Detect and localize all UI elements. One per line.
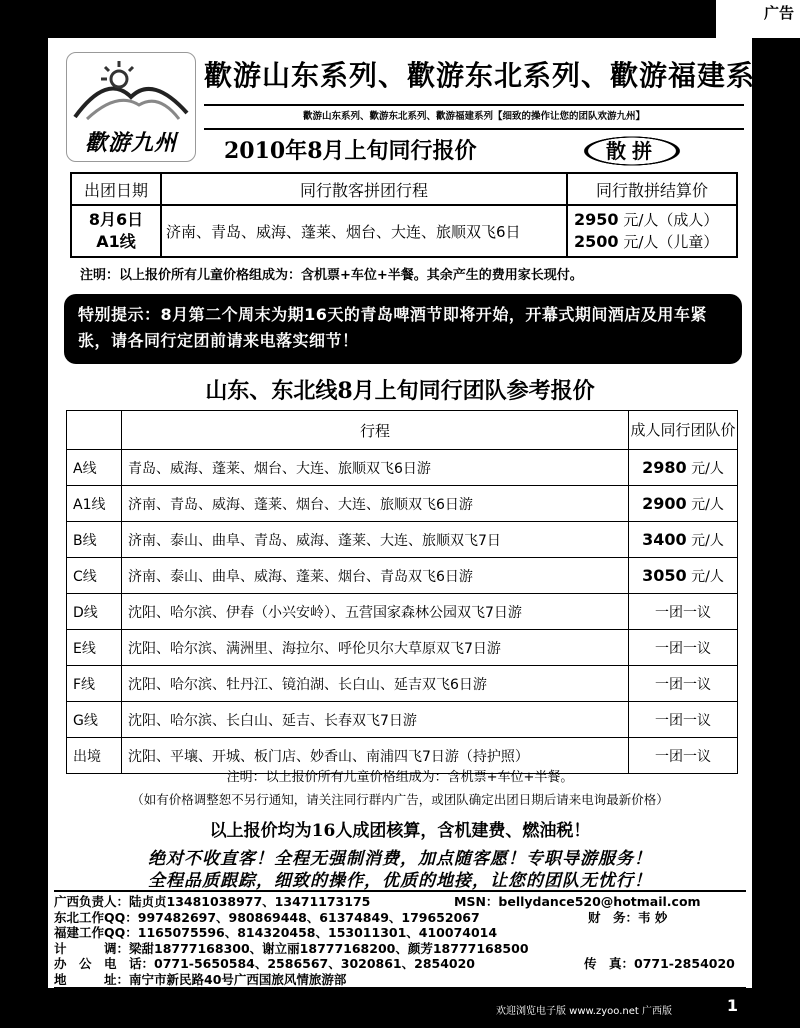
- table-header-row: [67, 411, 738, 450]
- line-code: F线: [67, 666, 122, 702]
- child-unit: 元/人（儿童）: [623, 233, 719, 251]
- route-text: 济南、泰山、曲阜、青岛、威海、蓬莱、大连、旅顺双飞7日: [122, 522, 629, 558]
- table-header-row: [71, 173, 737, 205]
- footer-website[interactable]: 欢迎浏览电子版 www.zyoo.net 广西版: [496, 1006, 672, 1017]
- table-row: [67, 702, 738, 738]
- price-value: 一团一议: [655, 748, 711, 765]
- table-row: [67, 666, 738, 702]
- logo-text: 歡游九州: [84, 130, 177, 156]
- departure-date: [71, 205, 161, 257]
- page-number: 1: [726, 996, 738, 1015]
- contact-office-phone: 办 公 电 话：0771-5650584、2586567、3020861、2854020: [54, 956, 476, 971]
- note-price-adjust: （如有价格调整恕不另行通知，请关注同行群内广告，或团队确定出团日期后请来电询最新价格）: [131, 792, 669, 807]
- route-text: 济南、泰山、曲阜、威海、蓬莱、烟台、青岛双飞6日游: [122, 558, 629, 594]
- team-price: [629, 702, 738, 738]
- route-text: 济南、青岛、威海、蓬莱、烟台、大连、旅顺双飞6日游: [122, 486, 629, 522]
- note-children-price-2: 注明：以上报价所有儿童价格组成为：含机票+车位+半餐。: [226, 770, 574, 785]
- route-text: 济南、青岛、威海、蓬莱、烟台、大连、旅顺双飞6日: [161, 205, 567, 257]
- table-row: [67, 630, 738, 666]
- line-code: G线: [67, 702, 122, 738]
- price-value: 3400: [642, 529, 687, 549]
- route-text: 沈阳、哈尔滨、长白山、延吉、长春双飞7日游: [122, 702, 629, 738]
- date-line1: 8月6日: [88, 210, 144, 229]
- price-value: 一团一议: [655, 712, 711, 729]
- special-notice: 特别提示：8月第二个周末为期16天的青岛啤酒节即将开始，开幕式期间酒店及用车紧张，请各同行定团前请来电落实细节！: [64, 294, 742, 364]
- route-text: 青岛、威海、蓬莱、烟台、大连、旅顺双飞6日游: [122, 450, 629, 486]
- price-value: 3050: [642, 565, 687, 585]
- contact-address: 地 址：南宁市新民路40号广西国旅风情旅游部: [54, 971, 347, 987]
- price-statement: 以上报价均为16人成团核算，含机建费、燃油税！: [209, 821, 591, 841]
- table-row: [67, 522, 738, 558]
- contact-msn: MSN：bellydance520@hotmail.com: [454, 894, 701, 909]
- contact-row: [54, 941, 746, 957]
- team-price: [629, 522, 738, 558]
- price-unit: 元/人: [691, 496, 724, 513]
- price-unit: 元/人: [691, 460, 724, 477]
- team-price-table: [66, 410, 738, 774]
- line-code: D线: [67, 594, 122, 630]
- header-price: 同行散拼结算价: [567, 173, 737, 205]
- contact-northeast-qq: 东北工作QQ：997482697、980869448、61374849、179652067: [54, 909, 480, 925]
- contact-fax: 传 真：0771-2854020: [584, 956, 735, 971]
- team-price: [629, 666, 738, 702]
- header-price: 成人同行团队价: [629, 411, 738, 450]
- table-row: [71, 205, 737, 257]
- slogan-line2: 全程品质跟踪，细致的操作，优质的地接，让您的团队无忧行！: [148, 871, 652, 891]
- contact-row: [54, 956, 746, 972]
- price-cell: [567, 205, 737, 257]
- section-title: 山东、东北线8月上旬同行团队参考报价: [205, 378, 595, 404]
- contact-row: [54, 894, 746, 910]
- route-text: 沈阳、平壤、开城、板门店、妙香山、南浦四飞7日游（持护照）: [122, 738, 629, 774]
- flyer-page: [48, 38, 785, 988]
- price-value: 一团一议: [655, 604, 711, 621]
- price-unit: 元/人: [691, 532, 724, 549]
- contact-fujian-qq: 福建工作QQ：1165075596、814320458、153011301、410074014: [54, 925, 498, 940]
- line-code: 出境: [67, 738, 122, 774]
- contact-finance: 财 务：韦 妙: [588, 909, 668, 925]
- adult-price: 2950: [574, 210, 619, 229]
- contact-row: [54, 972, 746, 988]
- table-row: [67, 594, 738, 630]
- group-tour-table: [70, 172, 738, 258]
- line-code: C线: [67, 558, 122, 594]
- main-title: 歡游山东系列、歡游东北系列、歡游福建系列: [204, 59, 785, 92]
- contact-block: [54, 890, 746, 989]
- contact-manager: 广西负责人：陆贞贞13481038977、13471173175: [54, 894, 371, 909]
- contact-row: [54, 925, 746, 941]
- company-logo: [66, 52, 196, 162]
- line-code: A1线: [67, 486, 122, 522]
- route-text: 沈阳、哈尔滨、牡丹江、镜泊湖、长白山、延吉双飞6日游: [122, 666, 629, 702]
- sanpin-badge: 散拼: [576, 134, 688, 168]
- line-code: A线: [67, 450, 122, 486]
- date-line2: A1线: [96, 232, 136, 251]
- price-value: 2980: [642, 457, 687, 477]
- team-price: [629, 630, 738, 666]
- child-price: 2500: [574, 232, 619, 251]
- team-price: [629, 450, 738, 486]
- table-row: [67, 450, 738, 486]
- team-price: [629, 558, 738, 594]
- price-unit: 元/人: [691, 568, 724, 585]
- line-code: B线: [67, 522, 122, 558]
- sub-banner: 歡游山东系列、歡游东北系列、歡游福建系列【细致的操作让您的团队欢游九州】: [204, 104, 744, 130]
- footer: [48, 990, 752, 1028]
- price-title: 2010年8月上旬同行报价: [224, 138, 477, 164]
- header-route: 行程: [122, 411, 629, 450]
- ad-tag: 广告: [714, 0, 800, 38]
- slogan-line1: 绝对不收直客！全程无强制消费，加点随客愿！专职导游服务！: [148, 849, 652, 869]
- price-value: 一团一议: [655, 640, 711, 657]
- contact-planner: 计 调：梁甜18777168300、谢立丽18777168200、颜芳18777168500: [54, 940, 529, 956]
- header-date: 出团日期: [71, 173, 161, 205]
- route-text: 沈阳、哈尔滨、满洲里、海拉尔、呼伦贝尔大草原双飞7日游: [122, 630, 629, 666]
- table-row: [67, 558, 738, 594]
- team-price: [629, 594, 738, 630]
- table-row: [67, 486, 738, 522]
- header-line: [67, 411, 122, 450]
- team-price: [629, 486, 738, 522]
- header-route: 同行散客拼团行程: [161, 173, 567, 205]
- line-code: E线: [67, 630, 122, 666]
- route-text: 沈阳、哈尔滨、伊春（小兴安岭）、五营国家森林公园双飞7日游: [122, 594, 629, 630]
- sun-mountain-icon: [67, 53, 193, 125]
- adult-unit: 元/人（成人）: [623, 211, 719, 229]
- note-children-price: 注明：以上报价所有儿童价格组成为：含机票+车位+半餐。其余产生的费用家长现付。: [80, 268, 583, 283]
- contact-row: [54, 910, 746, 926]
- price-value: 一团一议: [655, 676, 711, 693]
- price-value: 2900: [642, 493, 687, 513]
